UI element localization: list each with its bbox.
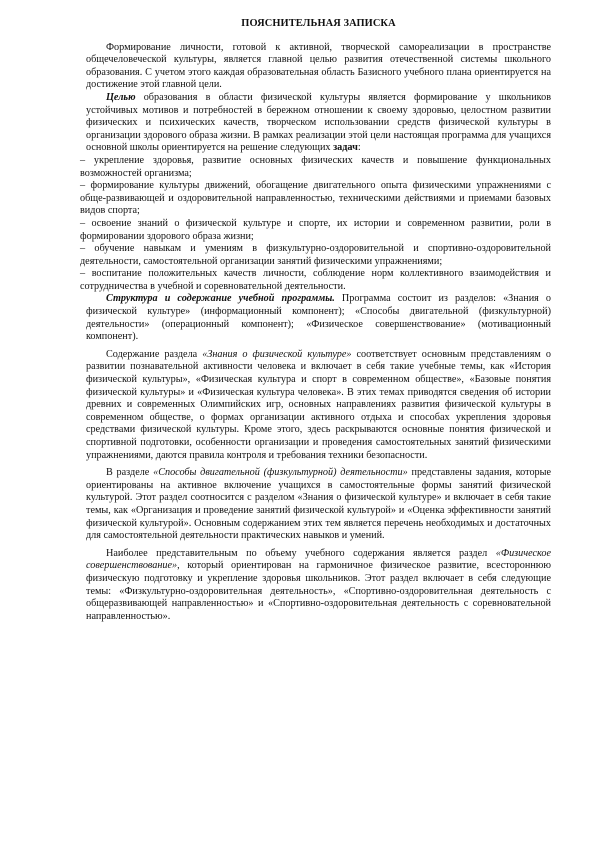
improvement-pre: Наиболее представительным по объему учебного содержания является раздел: [106, 547, 496, 559]
improvement-text: , который ориентирован на гармоничное физическое развитие, всестороннюю физическую подготовку и укрепление здоровья школьников. Этот раздел включает в себя следующие темы: «Физкультурно-оздоровительная деятельность», «Спортивно-оздоровительная деятельность с общеразвивающей направленностью» и «Спортивно-оздоровительная деятельность с соревновательной направленностью».: [86, 560, 551, 622]
task-item: – воспитание положительных качеств личности, соблюдение норм коллективного взаимодействия и сотрудничества в учебной и соревновательной деятельности.: [80, 268, 551, 292]
page-title: ПОЯСНИТЕЛЬНАЯ ЗАПИСКА: [241, 18, 396, 29]
improvement-section-name: «Физическое совершенствование»: [86, 547, 551, 572]
goal-term: Целью: [106, 91, 136, 103]
tasks-colon: :: [357, 142, 361, 154]
paragraph-methods-section: [86, 467, 551, 543]
paragraph-knowledge-section: [86, 349, 551, 462]
methods-pre: В разделе: [106, 467, 154, 479]
structure-heading: Структура и содержание учебной программы.: [106, 293, 335, 305]
methods-section-name: «Способы двигательной (физкультурной) деятельности»: [153, 467, 408, 479]
task-item: – укрепление здоровья, развитие основных физических качеств и повышение функциональных возможностей организма;: [80, 154, 551, 179]
knowledge-text: соответствует основным представлениям о развитии познавательной активности человека и включает в себя такие учебные темы, как «История физической культуры», «Физическая культура и спорт в современном обществе», «Базовые понятия физической культуры» и «Физическая культура человека». В этих темах приводятся сведения об истории древних и современных Олимпийских игр, основных направлениях развития физической культуры в современном обществе, о формах организации активного отдыха и способах укрепления здоровья средствами физической культуры. Кроме этого, здесь раскрываются основные понятия физической и спортивной подготовки, особенности организации и проведения самостоятельных занятий физическими упражнениями, даются правила контроля и требования техники безопасности.: [86, 348, 551, 461]
tasks-term: задач: [333, 142, 358, 154]
knowledge-section-name: «Знания о физической культуре»: [202, 348, 352, 360]
task-item: – обучение навыкам и умениям в физкультурно-оздоровительной и спортивно-оздоровительной деятельности, самостоятельной организации занятий физическими упражнениями;: [80, 243, 551, 267]
goal-text: образования в области физической культуры является формирование у школьников устойчивых мотивов и потребностей в бережном отношении к своему здоровью, целостном развитии физических и психических качеств, творческом использовании средств физической культуры в организации здорового образа жизни. В рамках реализации этой цели настоящая программа для учащихся основной школы ориентируется на решение следующих: [86, 91, 551, 154]
paragraph-goal: [86, 92, 551, 155]
paragraph-structure: [86, 293, 551, 343]
knowledge-pre: Содержание раздела: [106, 348, 203, 360]
paragraph-intro: Формирование личности, готовой к активной, творческой самореализации в пространстве общечеловеческой культуры, является главной целью развития отечественной системы школьного образования. С учетом этого каждая образовательная область Базисного учебного плана ориентируется на достижение этой главной цели.: [86, 41, 551, 91]
task-item: – формирование культуры движений, обогащение двигательного опыта физическими упражнениями с обще-развивающей и оздоровительной направленностью, техническими действиями и приемами базовых видов спорта;: [80, 180, 551, 217]
task-item: – освоение знаний о физической культуре и спорте, их истории и современном развитии, роли в формировании здорового образа жизни;: [80, 217, 551, 242]
tasks-list: [80, 154, 551, 294]
structure-text: Программа состоит из разделов: «Знания о физической культуре» (информационный компонент); «Способы двигательной (физкультурной) деятельности» (операционный компонент); «Физическое совершенствование» (мотивационный компонент).: [86, 293, 551, 343]
paragraph-improvement-section: [86, 548, 551, 624]
methods-text: представлены задания, которые ориентированы на активное включение учащихся в самостоятельные формы занятий физической культурой. Этот раздел соотносится с разделом «Знания о физической культуре» и включает в себя такие темы, как «Организация и проведение занятий физической культурой» и «Оценка эффективности занятий физической культурой». Основным содержанием этих тем является перечень необходимых и достаточных для самостоятельной деятельности практических навыков и умений.: [86, 467, 551, 542]
